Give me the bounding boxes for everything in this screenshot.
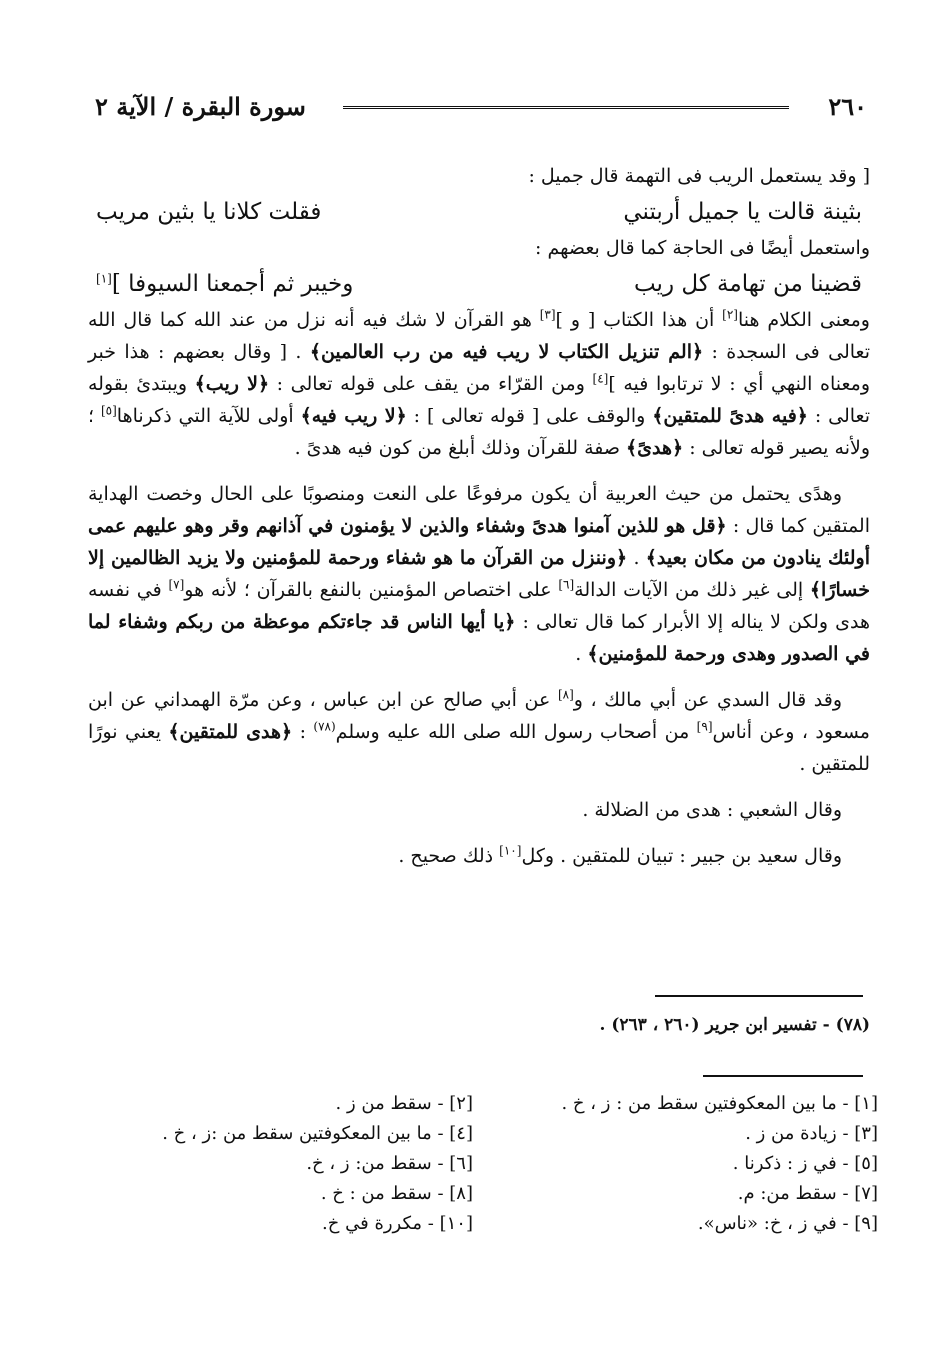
footnote-ref: [٣] bbox=[539, 307, 556, 322]
paragraph-suddi: وقد قال السدي عن أبي مالك ، و[٨] عن أبي صالح عن ابن عباس ، وعن مرّة الهمداني عن ابن مسعود ، وعن أناس[٩] من أصحاب رسول الله صلى الله عليه وسلم$^{(٧٨)}$ : ﴿هدى للمتقين﴾ يعني نورًا للمتقين . bbox=[88, 687, 870, 775]
notes-rule bbox=[703, 1075, 863, 1077]
footnote-ref: [١] bbox=[96, 271, 112, 286]
quran-quote: ﴿فيه هدىً للمتقين﴾ bbox=[652, 405, 808, 427]
verse-2-second-half: وخيبر ثم أجمعنا السيوفا ][١] bbox=[96, 271, 354, 297]
footnote-rule bbox=[655, 995, 863, 997]
note-item: [١٠] - مكررة في خ. bbox=[322, 1213, 473, 1234]
note-item: [٣] - زيادة من ز . bbox=[745, 1123, 878, 1144]
source-footnote: (٧٨) - تفسير ابن جرير (٢٦٠ ، ٢٦٣) . bbox=[599, 1015, 870, 1035]
poetry-verse-1 bbox=[88, 192, 870, 232]
page-number: ٢٦٠ bbox=[828, 92, 867, 121]
quran-quote: ﴿هدى للمتقين﴾ bbox=[168, 721, 293, 743]
verse-2-first-half: قضينا من تهامة كل ريب bbox=[633, 271, 862, 297]
paragraph-meaning: ومعنى الكلام هنا[٢] أن هذا الكتاب [ و ][٣] هو القرآن لا شك فيه أنه نزل من عند الله كما قال الله تعالى فى السجدة : ﴿الم تنزيل الكتاب لا ريب فيه من رب العالمين﴾ . [ وقال بعضهم : هذا خبر ومعناه النهي أي : لا ترتابوا فيه ][٤] ومن القرّاء من يقف على قوله تعالى : ﴿لا ريب﴾ ويبتدئ بقوله تعالى : ﴿فيه هدىً للمتقين﴾ والوقف على [ قوله تعالى ] : ﴿لا ريب فيه﴾ أولى للآية التي ذكرناها[٥] ؛ ولأنه يصير قوله تعالى : ﴿هدىً﴾ صفة للقرآن وذلك أبلغ من كون فيه هدىً . bbox=[88, 307, 870, 459]
footnote-ref: (٧٨) bbox=[313, 719, 336, 734]
note-item: [٨] - سقط من : خ . bbox=[320, 1183, 473, 1204]
paragraph-shaabi: وقال الشعبي : هدى من الضلالة . bbox=[582, 799, 842, 821]
header-rule bbox=[343, 106, 789, 109]
main-text bbox=[88, 160, 870, 872]
paragraph-guidance: وهدًى يحتمل من حيث العربية أن يكون مرفوعًا على النعت ومنصوبًا على الحال وخصت الهداية المتقين كما قال : ﴿قل هو للذين آمنوا هدىً وشفاء والذين لا يؤمنون في آذانهم وقر وهو عليهم عمى أولئك ينادون من مكان بعيد﴾ . ﴿وننزل من القرآن ما هو شفاء ورحمة للمؤمنين ولا يزيد الظالمين إلا خسارًا﴾ إلى غير ذلك من الآيات الدالة[٦] على اختصاص المؤمنين بالنفع بالقرآن ؛ لأنه هو[٧] في نفسه هدى ولكن لا يناله إلا الأبرار كما قال تعالى : ﴿يا أيها الناس قد جاءتكم موعظة من ربكم وشفاء لما في الصدور وهدى ورحمة للمؤمنين﴾ . bbox=[88, 483, 871, 665]
note-item: [٥] - في ز : ذكرنا . bbox=[732, 1153, 878, 1174]
note-item: [٤] - ما بين المعكوفتين سقط من :ز ، خ . bbox=[162, 1123, 473, 1144]
paragraph-intro: [ وقد يستعمل الريب فى التهمة قال جميل : bbox=[528, 165, 870, 187]
note-item: [٢] - سقط من ز . bbox=[335, 1093, 473, 1114]
note-item: [٦] - سقط من: ز ، خ. bbox=[306, 1153, 473, 1174]
quran-quote: ﴿هدىً﴾ bbox=[626, 437, 684, 459]
quran-quote: ﴿لا ريب فيه﴾ bbox=[300, 405, 407, 427]
paragraph-jubair: وقال سعيد بن جبير : تبيان للمتقين . وكل[١٠] ذلك صحيح . bbox=[398, 843, 842, 867]
quran-quote: ﴿قل هو للذين آمنوا هدىً وشفاء والذين لا يؤمنون في آذانهم وقر وهو عليهم عمى أولئك ينادون من مكان بعيد﴾ bbox=[88, 515, 871, 569]
paragraph-need: واستعمل أيضًا فى الحاجة كما قال بعضهم : bbox=[535, 237, 870, 259]
running-header bbox=[95, 92, 867, 126]
footnote-ref: [٨] bbox=[557, 687, 574, 702]
verse-1-first-half: بثينة قالت يا جميل أربتني bbox=[623, 199, 862, 225]
note-item: [١] - ما بين المعكوفتين سقط من : ز ، خ . bbox=[561, 1093, 878, 1114]
quran-quote: ﴿لا ريب﴾ bbox=[194, 373, 270, 395]
footnote-ref: [٥] bbox=[100, 403, 117, 418]
footnote-ref: [١٠] bbox=[499, 843, 522, 858]
footnote-ref: [٧] bbox=[168, 577, 185, 592]
note-item: [٧] - سقط من: م. bbox=[737, 1183, 878, 1204]
note-item: [٩] - في ز ، خ: «ناس». bbox=[697, 1213, 878, 1234]
footnote-ref: [٢] bbox=[722, 307, 738, 322]
verse-1-second-half: فقلت كلانا يا بثين مريب bbox=[96, 199, 322, 225]
poetry-verse-2 bbox=[88, 264, 870, 304]
quran-quote: ﴿الم تنزيل الكتاب لا ريب فيه من رب العالمين﴾ bbox=[309, 341, 704, 363]
footnote-ref: [٤] bbox=[592, 371, 609, 386]
quran-quote: ﴿يا أيها الناس قد جاءتكم موعظة من ربكم وشفاء لما في الصدور وهدى ورحمة للمؤمنين﴾ bbox=[88, 611, 870, 665]
footnote-ref: [٦] bbox=[558, 577, 575, 592]
chapter-title: سورة البقرة / الآية ٢ bbox=[95, 92, 306, 121]
quran-quote: ﴿وننزل من القرآن ما هو شفاء ورحمة للمؤمنين ولا يزيد الظالمين إلا خسارًا﴾ bbox=[88, 547, 870, 601]
footnote-ref: [٩] bbox=[696, 719, 713, 734]
